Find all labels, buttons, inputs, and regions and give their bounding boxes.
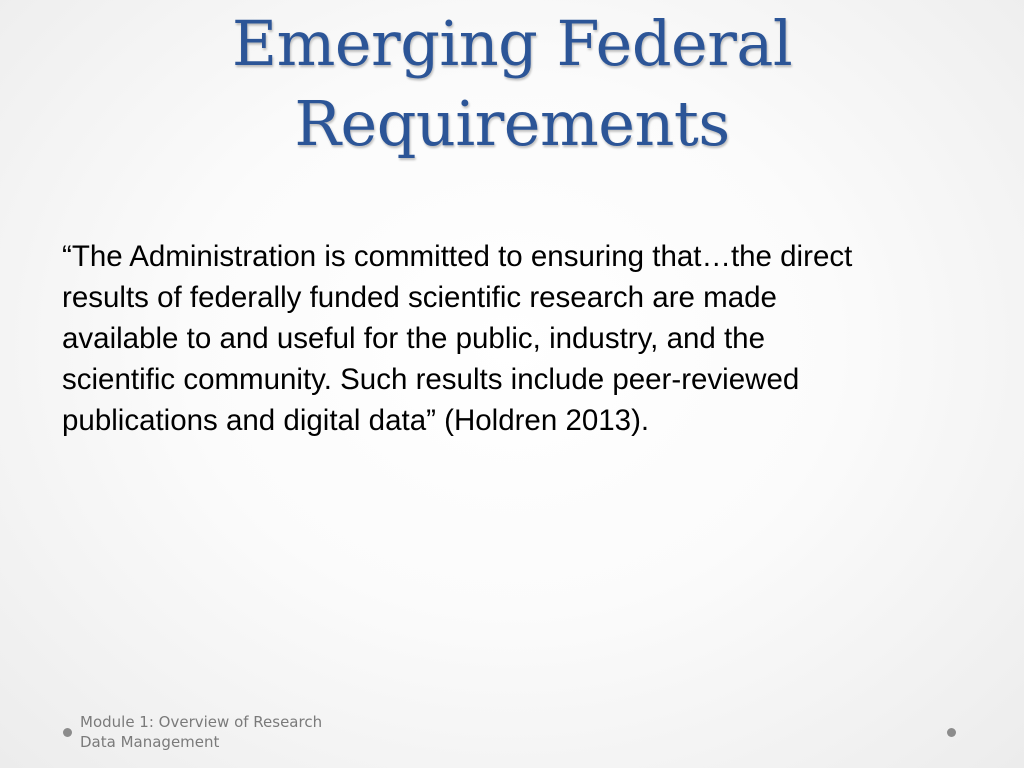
footer-line-1: Module 1: Overview of Research (80, 713, 323, 731)
quote-line: available to and useful for the public, industry, and the (62, 322, 765, 355)
quote-line: scientific community. Such results include peer-reviewed (62, 363, 800, 396)
quote-line: results of federally funded scientific research are made (62, 281, 777, 314)
quote-paragraph (62, 236, 972, 441)
footer-line-2: Data Management (80, 733, 220, 751)
quote-line: “The Administration is committed to ensuring that…the direct (62, 240, 853, 273)
title-line-1: Emerging Federal (231, 7, 793, 80)
footer-right-dot-icon (947, 728, 956, 737)
quote-line: publications and digital data” (Holdren 2013). (62, 404, 650, 437)
footer-left-dot-icon (63, 728, 72, 737)
slide-footer (80, 712, 322, 752)
title-line-2: Requirements (294, 87, 730, 160)
slide-title (0, 4, 1024, 164)
